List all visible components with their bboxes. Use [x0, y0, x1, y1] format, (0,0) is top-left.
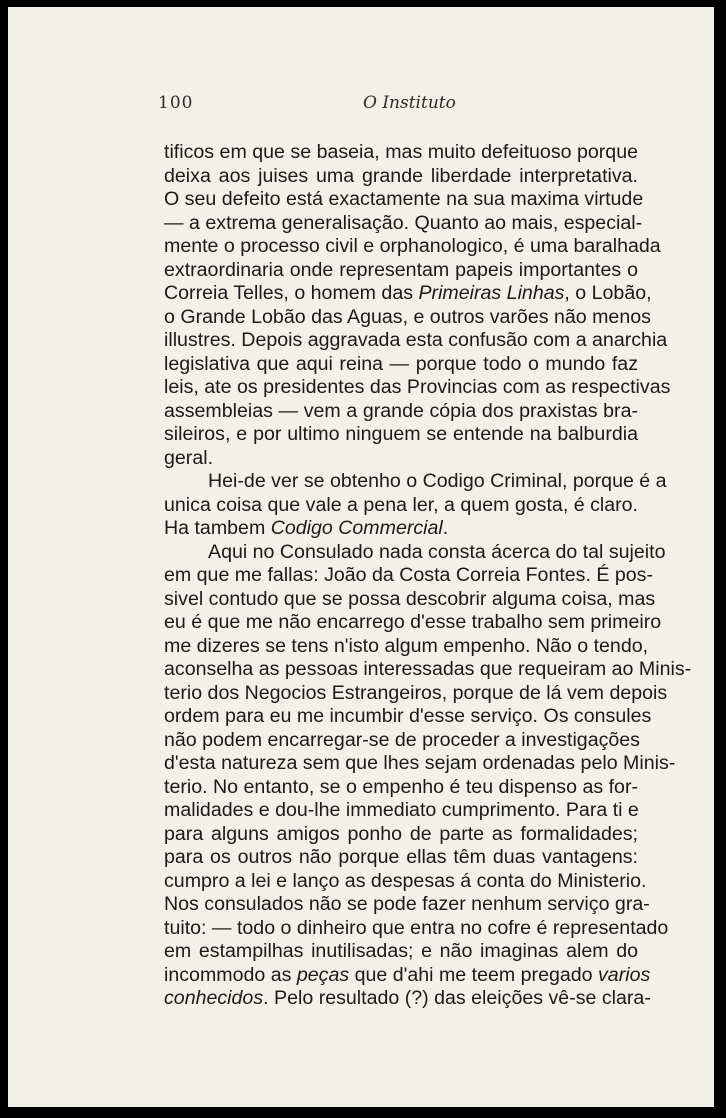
text-line [164, 658, 692, 682]
line-text: — a extrema generalisação. Quanto ao mais, especial- [164, 211, 643, 234]
line-text: que d'ahi me teem pregado [349, 963, 598, 986]
text-line [164, 494, 638, 518]
text-line [164, 400, 638, 424]
italic-text: Codigo Commercial [270, 517, 443, 539]
text-line [164, 165, 638, 189]
book-page [8, 7, 714, 1107]
page-number: 100 [158, 93, 194, 113]
italic-text: peças [296, 963, 350, 986]
line-text: eu é que me não encarrego d'esse trabalho sem primeiro [164, 611, 662, 633]
text-line [164, 259, 638, 283]
line-text: deixa aos juises uma grande liberdade interpretativa. [164, 164, 638, 187]
italic-text: Primeiras Linhas [418, 282, 565, 304]
line-text: ordem para eu me incumbir d'esse serviço. Os consules [164, 705, 652, 727]
line-text: para alguns amigos ponho de parte as formalidades; [164, 822, 638, 845]
text-line [164, 916, 669, 941]
text-line [164, 963, 651, 988]
line-text: Hei-de ver se obtenho o Codigo Criminal, porque é a [208, 470, 667, 492]
line-text: incommodo as [164, 963, 297, 986]
line-text: Ha tambem [164, 517, 271, 539]
line-text: malidades e dou-lhe immediato cumprimento. Para ti e [164, 799, 639, 821]
line-text: . [442, 517, 449, 539]
line-text: me dizeres se tens n'isto algum empenho. Não o tendo, [164, 634, 649, 657]
text-line [164, 517, 638, 541]
line-text: assembleias — vem a grande cópia dos praxistas bra- [164, 399, 638, 422]
text-line [164, 423, 638, 447]
text-line [164, 447, 638, 471]
line-text: sivel contudo que se possa descobrir alguma coisa, mas [164, 587, 656, 610]
line-text: Correia Telles, o homem das [164, 282, 419, 304]
line-text: tuito: — todo o dinheiro que entra no cofre é representado [164, 916, 669, 939]
text-line [164, 893, 650, 917]
journal-title: O Instituto [363, 93, 456, 113]
line-text: em estampilhas inutilisadas; e não imaginas alem do [164, 940, 638, 962]
line-text: leis, ate os presidentes das Provincias com as respectivas [164, 376, 671, 398]
text-line [164, 188, 644, 212]
text-line [164, 776, 638, 800]
line-text: tificos em que se baseia, mas muito defeituoso porque [164, 141, 638, 163]
line-text: extraordinaria onde representam papeis importantes o [164, 258, 638, 281]
running-head [8, 93, 714, 115]
text-line [164, 329, 668, 353]
line-text: O seu defeito está exactamente na sua maxima virtude [164, 188, 644, 210]
line-text: sileiros, e por ultimo ninguem se entende na balburdia [164, 423, 638, 445]
italic-text: conhecidos [164, 987, 264, 1009]
text-line [164, 869, 647, 894]
line-text: terio dos Negocios Estrangeiros, porque de lá vem depois [164, 681, 668, 704]
line-text: illustres. Depois aggravada esta confusão com a anarchia [164, 329, 668, 351]
text-line [164, 752, 676, 776]
text-line [164, 681, 668, 706]
text-line [164, 564, 653, 588]
line-text: unica coisa que vale a pena ler, a quem gosta, é claro. [164, 493, 638, 516]
text-line [164, 353, 638, 377]
text-line [164, 141, 638, 165]
text-line [164, 587, 656, 612]
line-text: aconselha as pessoas interessadas que requeiram ao Minis- [164, 658, 692, 680]
text-line [164, 705, 652, 729]
line-text: mente o processo civil e orphanologico, é uma baralhada [164, 235, 661, 257]
line-text: cumpro a lei e lanço as despesas á conta do Ministerio. [164, 869, 647, 892]
text-line [164, 940, 638, 964]
line-text: o Grande Lobão das Aguas, e outros varões não menos [164, 305, 651, 328]
line-text: não podem encarregar-se de proceder a investigações [164, 728, 640, 751]
text-line [164, 987, 651, 1011]
line-text: legislativa que aqui reina — porque todo o mundo faz [164, 352, 638, 375]
text-line [164, 634, 649, 659]
line-text: d'esta natureza sem que lhes sejam ordenadas pelo Minis- [164, 752, 676, 774]
text-line [164, 470, 667, 494]
text-line [164, 846, 638, 870]
text-line [164, 729, 638, 753]
text-line [164, 799, 638, 823]
line-text: geral. [164, 446, 214, 469]
body-text [164, 141, 692, 1011]
line-text: . Pelo resultado (?) das eleições vê-se clara- [263, 987, 651, 1009]
text-line [164, 823, 638, 847]
line-text: Aqui no Consulado nada consta ácerca do tal sujeito [208, 540, 666, 563]
italic-text: varios [598, 963, 651, 986]
line-text: para os outros não porque ellas têm duas vantagens: [164, 846, 638, 868]
text-line [164, 235, 661, 259]
line-text: terio. No entanto, se o empenho é teu dispenso as for- [164, 775, 638, 798]
text-line [164, 305, 651, 330]
text-line [164, 540, 666, 565]
line-text: Nos consulados não se pode fazer nenhum serviço gra- [164, 893, 650, 915]
text-line [164, 611, 662, 635]
text-line [164, 282, 652, 306]
line-text: em que me fallas: João da Costa Correia Fontes. É pos- [164, 564, 653, 586]
text-line [164, 211, 643, 236]
text-line [164, 376, 671, 400]
line-text: , o Lobão, [564, 282, 652, 304]
